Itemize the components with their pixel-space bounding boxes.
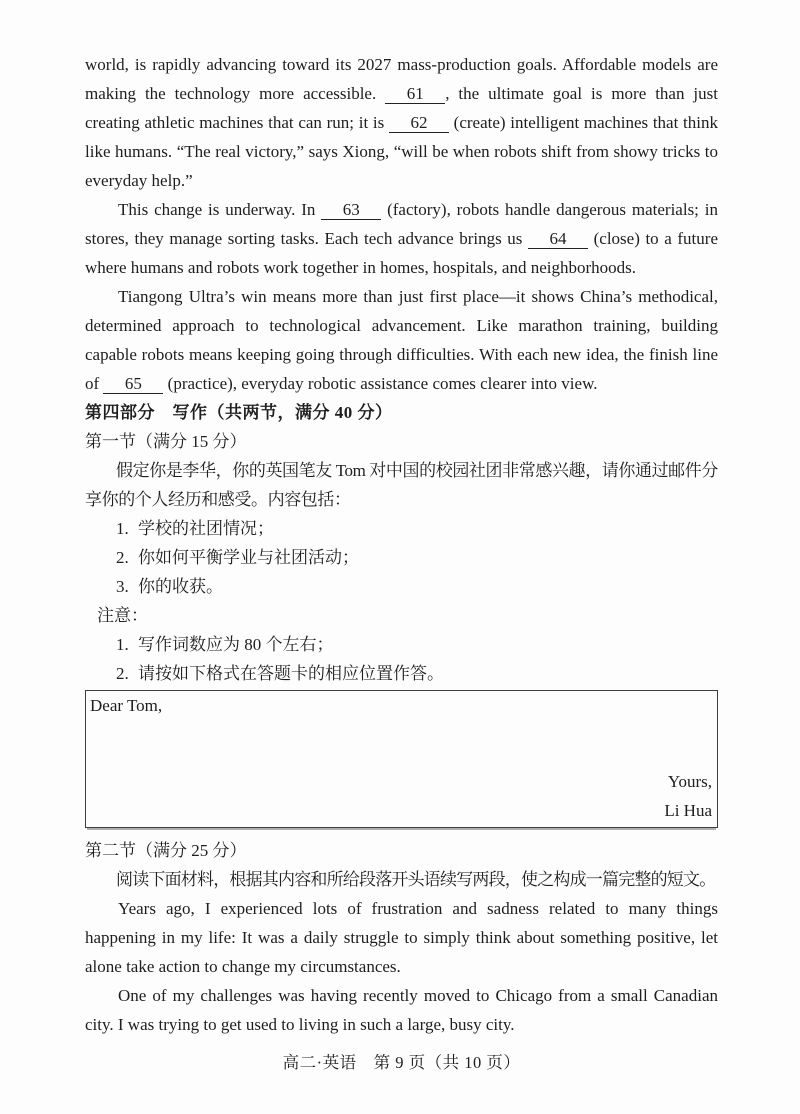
list-number: 1. — [116, 635, 129, 654]
section2-intro: 阅读下面材料，根据其内容和所给段落开头语续写两段，使之构成一篇完整的短文。 — [116, 870, 716, 889]
letter-closing-block — [90, 768, 713, 825]
blank-63: 63 — [321, 200, 381, 220]
letter-answer-box — [85, 690, 718, 828]
blank-61: 61 — [385, 84, 445, 104]
cloze-text: Tiangong Ultra’s win means more than just first place—it shows China’s methodical, determined approach to technological advancement. Like marathon training, building capable robots means keeping going through difficulties. With each new idea, the finish line of — [85, 287, 718, 393]
section1-intro: 假定你是李华，你的英国笔友 Tom 对中国的校园社团非常感兴趣，请你通过邮件分享你的个人经历和感受。内容包括： — [85, 461, 718, 509]
cloze-text: (factory), robots handle dangerous materials; in stores, they manage sorting tasks. Each tech advance brings us — [85, 200, 718, 248]
blank-62: 62 — [389, 113, 449, 133]
section1-title: 第一节（满分 15 分） — [85, 432, 247, 451]
letter-signature: Li Hua — [664, 800, 712, 820]
list-text: 学校的社团情况； — [138, 519, 274, 538]
note-item-2 — [85, 659, 718, 688]
list-number: 2. — [116, 548, 129, 567]
notice-label: 注意： — [97, 606, 148, 625]
cloze-paragraph-3 — [85, 282, 718, 398]
list-number: 1. — [116, 519, 129, 538]
cloze-paragraph-2 — [85, 195, 718, 282]
passage-paragraph-2: One of my challenges was having recently moved to Chicago from a small Canadian city. I was trying to get used to living in such a large, busy city. — [85, 986, 718, 1034]
letter-salutation: Dear Tom, — [90, 696, 163, 715]
list-text: 请按如下格式在答题卡的相应位置作答。 — [138, 664, 444, 683]
list-number: 3. — [116, 577, 129, 596]
part4-title: 第四部分 写作（共两节，满分 40 分） — [85, 403, 393, 422]
cloze-text: (create) intelligent machines that think like humans. “The real victory,” says Xiong, “will be when robots shift from showy tricks to everyday help.” — [85, 113, 718, 190]
page-footer: 高二·英语 第 9 页（共 10 页） — [282, 1053, 521, 1072]
list-text: 你的收获。 — [138, 577, 223, 596]
list-number: 2. — [116, 664, 129, 683]
cloze-text: This change is underway. In — [118, 200, 322, 219]
list-item-3 — [85, 572, 718, 601]
list-item-1 — [85, 514, 718, 543]
cloze-text: , the ultimate goal is more than just creating athletic machines that can run; it is — [85, 84, 718, 132]
note-item-1 — [85, 630, 718, 659]
passage-paragraph-1: Years ago, I experienced lots of frustration and sadness related to many things happening in my life: It was a daily struggle to simply think about something positive, let alone take action to change my circumstances. — [85, 899, 718, 976]
cloze-text: (practice), everyday robotic assistance comes clearer into view. — [163, 374, 598, 393]
blank-64: 64 — [528, 229, 588, 249]
cloze-text: (close) to a future where humans and robots work together in homes, hospitals, and neighborhoods. — [85, 229, 718, 277]
list-text: 你如何平衡学业与社团活动； — [138, 548, 359, 567]
list-item-2 — [85, 543, 718, 572]
blank-65: 65 — [103, 374, 163, 394]
cloze-text: world, is rapidly advancing toward its 2027 mass-production goals. Affordable models are making the technology more accessible. — [85, 55, 718, 103]
letter-closing: Yours, — [667, 772, 712, 791]
cloze-paragraph-1 — [85, 50, 718, 195]
section2-title: 第二节（满分 25 分） — [85, 841, 247, 860]
list-text: 写作词数应为 80 个左右； — [138, 635, 334, 654]
